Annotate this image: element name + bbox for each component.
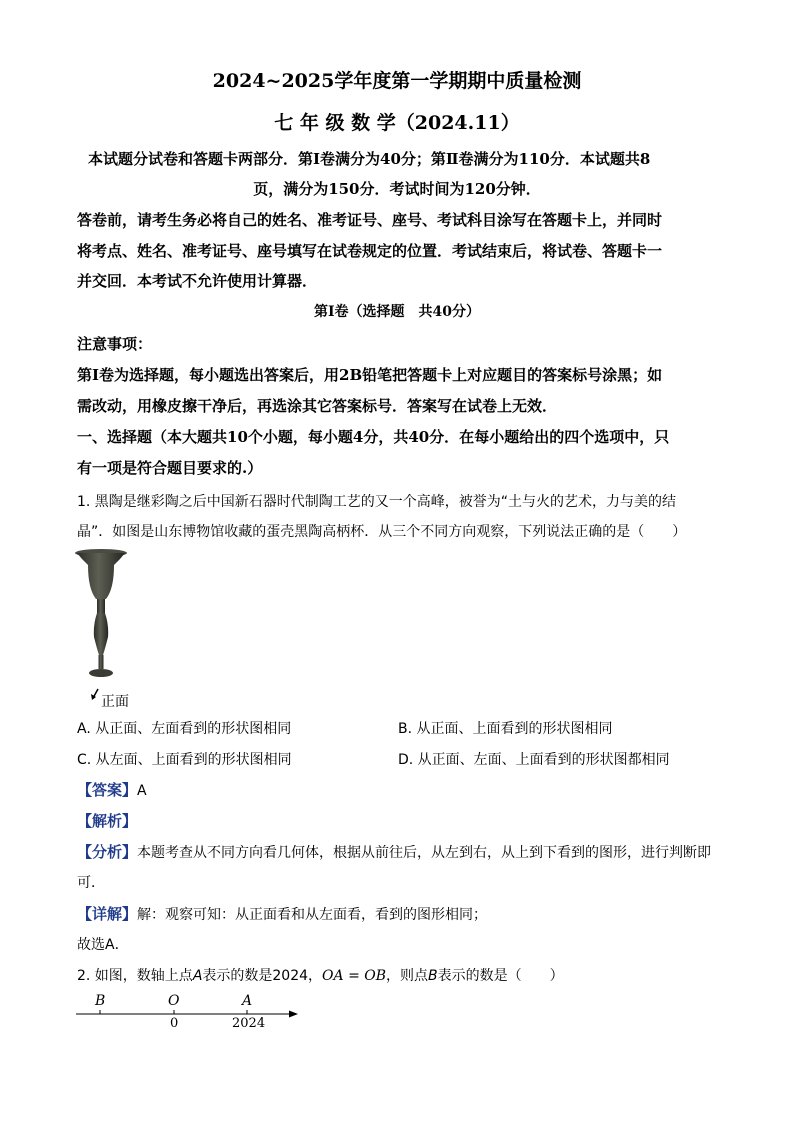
detail-label: 【详解】 [77,905,138,923]
fenxi-label: 【分析】 [77,843,138,861]
section-heading: 第Ⅰ卷（选择题 共40分） [313,304,481,320]
q2-var-a: A [192,968,203,984]
q1-detail [77,903,487,924]
axis-label-b: B [95,993,106,1009]
answer-value: A [137,783,147,799]
intro-line-3: 答卷前，请考生务必将自己的姓名、准考证号、座号、考试科目涂写在答题卡上，并同时 [77,211,663,229]
intro-line-5: 并交回．本考试不允许使用计算器． [77,272,318,290]
q2-part-1: 2. 如图，数轴上点 [77,968,193,984]
q2-equation: OA = OB [322,968,387,984]
q1-option-c: C. 从左面、上面看到的形状图相同 [77,752,292,768]
q2-part-2: 表示的数是2024， [202,968,323,984]
axis-label-a: A [242,993,253,1009]
exam-subtitle: 七 年 级 数 学（2024.11） [274,112,520,134]
q1-stem-line-2: 晶”．如图是山东博物馆收藏的蛋壳黑陶高柄杯．从三个不同方向观察，下列说法正确的是（ ） [77,524,687,540]
notice-heading: 注意事项： [77,335,153,353]
part-one-line-2: 有一项是符合题目要求的.） [77,459,263,477]
exam-title: 2024~2025学年度第一学期期中质量检测 [212,70,582,92]
q1-stem-line-1: 1. 黑陶是继彩陶之后中国新石器时代制陶工艺的又一个高峰，被誉为“土与火的艺术，力与美的结 [77,494,677,510]
answer-label: 【答案】 [77,781,138,799]
number-line [70,992,310,1037]
notice-line-1: 第Ⅰ卷为选择题，每小题选出答案后，用2B铅笔把答题卡上对应题目的答案标号涂黑；如 [77,366,663,384]
q1-fenxi-line-1 [77,841,711,862]
q2-part-3: ，则点 [386,968,429,984]
analysis-label: 【解析】 [77,812,138,830]
q1-fenxi-line-2: 可． [77,875,105,891]
intro-line-2: 页，满分为150分．考试时间为120分钟． [253,180,541,198]
q2-stem [77,965,564,985]
q1-option-d: D. 从正面、左面、上面看到的形状图都相同 [398,752,670,768]
intro-line-4: 将考点、姓名、准考证号、座号填写在试卷规定的位置．考试结束后，将试卷、答题卡一 [77,242,663,260]
part-one-line-1: 一、选择题（本大题共10个小题，每小题4分，共40分．在每小题给出的四个选项中，只 [77,428,670,446]
axis-num-2024: 2024 [232,1016,266,1031]
detail-text: 解：观察可知：从正面看和从左面看，看到的图形相同； [137,907,488,923]
q1-conclusion: 故选A． [77,937,129,953]
figure-front-label: 正面 [101,694,129,710]
q1-option-a: A. 从正面、左面看到的形状图相同 [77,721,292,737]
black-pottery-goblet-figure [70,545,140,710]
q2-var-b: B [428,968,438,984]
q1-option-b: B. 从正面、上面看到的形状图相同 [398,721,613,737]
axis-num-0: 0 [170,1016,179,1031]
intro-line-1: 本试题分试卷和答题卡两部分．第Ⅰ卷满分为40分；第Ⅱ卷满分为110分．本试题共8 [88,150,651,168]
notice-line-2: 需改动，用橡皮擦干净后，再选涂其它答案标号．答案写在试卷上无效． [77,397,558,415]
q1-answer [77,779,147,800]
fenxi-text: 本题考查从不同方向看几何体，根据从前往后，从左到右，从上到下看到的图形，进行判断即 [137,845,712,861]
q2-part-4: 表示的数是（ ） [437,968,564,984]
axis-label-o: O [168,993,180,1009]
